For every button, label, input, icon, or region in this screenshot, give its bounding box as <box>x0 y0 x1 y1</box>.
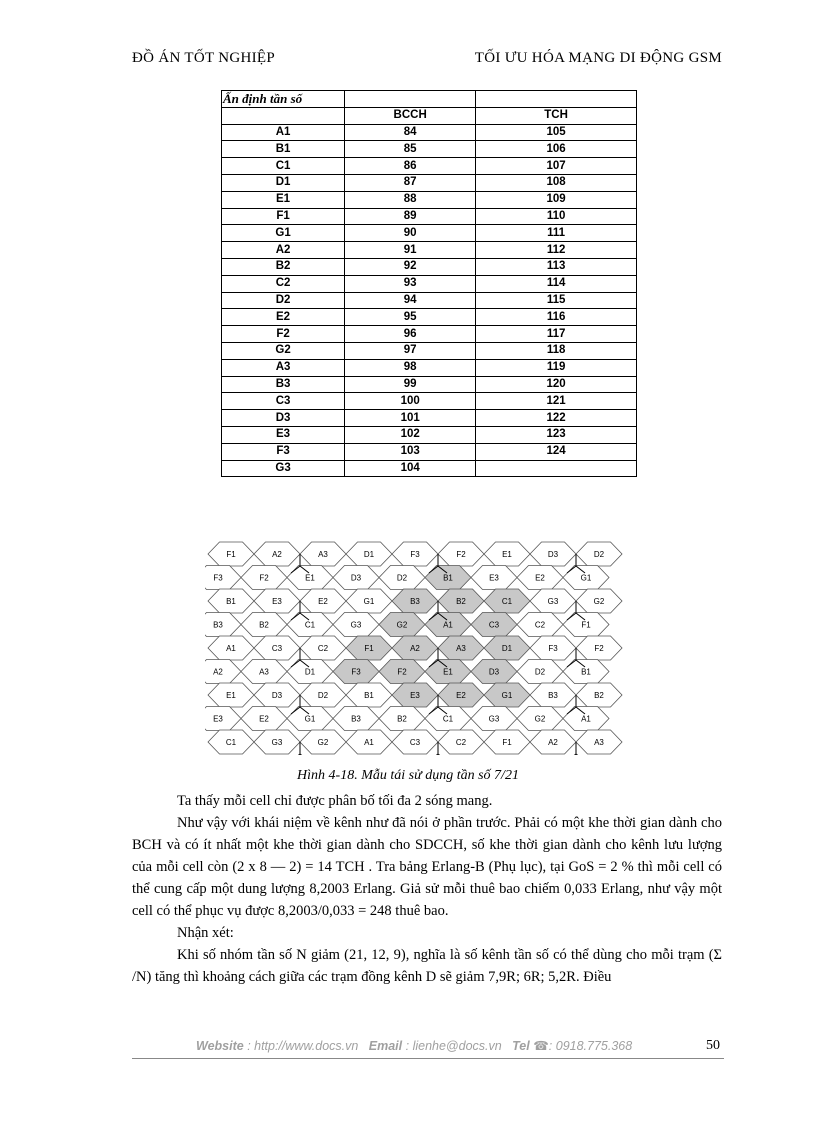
frequency-reuse-figure <box>205 540 650 755</box>
hex-label: D2 <box>534 667 546 677</box>
hex-label: E1 <box>305 573 315 583</box>
hex-label: E2 <box>456 691 466 700</box>
hex-label: B1 <box>226 597 236 606</box>
cell-label: E2 <box>222 309 345 326</box>
table-row <box>222 208 637 225</box>
hex-label: D1 <box>363 550 375 559</box>
column-header-tch: TCH <box>476 107 637 124</box>
frequency-table <box>221 90 637 477</box>
hex-label: E3 <box>272 597 282 606</box>
hex-label: C3 <box>488 620 500 630</box>
antenna-arrow <box>429 754 438 755</box>
hex-label: F2 <box>397 667 407 677</box>
table-header-row <box>222 107 637 124</box>
hex-label: D1 <box>304 667 316 677</box>
cell-bcch: 96 <box>345 326 476 343</box>
cell-bcch: 92 <box>345 258 476 275</box>
hex-label: F1 <box>502 738 512 747</box>
hex-label: E2 <box>318 597 328 606</box>
hex-label: A1 <box>364 738 374 747</box>
cell-label: G1 <box>222 225 345 242</box>
hex-label: C3 <box>271 644 283 653</box>
antenna-arrow <box>576 754 585 755</box>
cell-label: F3 <box>222 443 345 460</box>
hex-label: F2 <box>456 550 466 559</box>
hex-label: D3 <box>350 573 362 583</box>
hex-label: B3 <box>351 714 361 724</box>
hex-label: G1 <box>501 691 513 700</box>
cell-label: F2 <box>222 326 345 343</box>
column-header-bcch: BCCH <box>345 107 476 124</box>
hex-label: B3 <box>548 691 558 700</box>
hex-label: A3 <box>594 738 604 747</box>
hex-label: E1 <box>443 667 453 677</box>
table-row <box>222 141 637 158</box>
cell-tch: 121 <box>476 393 637 410</box>
cell-tch: 118 <box>476 342 637 359</box>
hex-label: B3 <box>213 620 223 630</box>
cell-bcch: 95 <box>345 309 476 326</box>
table-row <box>222 242 637 259</box>
hex-label: F1 <box>226 550 236 559</box>
table-row <box>222 393 637 410</box>
cell-bcch: 87 <box>345 174 476 191</box>
cell-tch: 117 <box>476 326 637 343</box>
cell-tch: 122 <box>476 410 637 427</box>
table-row <box>222 410 637 427</box>
hex-label: A2 <box>548 738 558 747</box>
cell-label: B3 <box>222 376 345 393</box>
hex-label: F2 <box>259 573 269 583</box>
cell-bcch: 101 <box>345 410 476 427</box>
table-row <box>222 225 637 242</box>
hex-label: G1 <box>580 573 592 583</box>
cell-tch: 119 <box>476 359 637 376</box>
cell-bcch: 89 <box>345 208 476 225</box>
hex-label: E2 <box>259 714 269 724</box>
table-row <box>222 309 637 326</box>
header-left: ĐỒ ÁN TỐT NGHIỆP <box>132 50 275 66</box>
cell-bcch: 94 <box>345 292 476 309</box>
table-title-row <box>222 91 637 108</box>
hex-label: C2 <box>455 738 467 747</box>
hex-label: A1 <box>581 714 591 724</box>
antenna-arrow <box>291 754 300 755</box>
footer-divider <box>132 1058 724 1059</box>
cell-tch: 124 <box>476 443 637 460</box>
hex-label: E1 <box>502 550 512 559</box>
hex-label: C2 <box>317 644 329 653</box>
header-right: TỐI ƯU HÓA MẠNG DI ĐỘNG GSM <box>474 50 722 66</box>
hex-label: G3 <box>488 714 500 724</box>
hex-label: A3 <box>318 550 328 559</box>
hex-label: C1 <box>442 714 454 724</box>
table-row <box>222 342 637 359</box>
hex-label: C1 <box>225 738 237 747</box>
hex-label: G2 <box>534 714 546 724</box>
hex-label: A1 <box>443 620 453 630</box>
table-row <box>222 258 637 275</box>
footer-tel: : 0918.775.368 <box>548 1039 633 1053</box>
cell-bcch: 100 <box>345 393 476 410</box>
paragraph-4: Khi số nhóm tần số N giảm (21, 12, 9), nghĩa là số kênh tần số có thể dùng cho mỗi trạm (Σ /N) tăng thì khoảng cách giữa các trạm đồng kênh D sẽ giảm 7,9R; 6R; 5,2R. Điều <box>132 947 722 985</box>
cell-tch: 107 <box>476 158 637 175</box>
cell-label: E1 <box>222 191 345 208</box>
cell-bcch: 88 <box>345 191 476 208</box>
hex-label: F1 <box>364 644 374 653</box>
table-row <box>222 292 637 309</box>
footer-email: : lienhe@docs.vn <box>405 1039 502 1053</box>
table-row <box>222 158 637 175</box>
hex-label: B1 <box>581 667 591 677</box>
hex-label: B1 <box>364 691 374 700</box>
cell-label: G3 <box>222 460 345 477</box>
table-title: Ấn định tần số <box>222 91 345 108</box>
body-text <box>132 790 722 988</box>
hex-label: G1 <box>304 714 316 724</box>
hex-label: C3 <box>409 738 421 747</box>
cell-tch: 111 <box>476 225 637 242</box>
cell-label: E3 <box>222 426 345 443</box>
hex-label: B2 <box>397 714 407 724</box>
hex-cell <box>205 660 241 684</box>
hex-label: C2 <box>534 620 546 630</box>
cell-bcch: 99 <box>345 376 476 393</box>
cell-tch: 120 <box>476 376 637 393</box>
footer-website: : http://www.docs.vn <box>247 1039 359 1053</box>
antenna-arrow <box>567 754 576 755</box>
cell-label: D1 <box>222 174 345 191</box>
hex-label: E3 <box>213 714 223 724</box>
cell-label: C3 <box>222 393 345 410</box>
cell-bcch: 85 <box>345 141 476 158</box>
cell-tch: 115 <box>476 292 637 309</box>
cell-label: C2 <box>222 275 345 292</box>
hex-label: D3 <box>488 667 500 677</box>
cell-bcch: 93 <box>345 275 476 292</box>
page-header <box>132 50 722 74</box>
cell-bcch: 86 <box>345 158 476 175</box>
hex-cell <box>205 566 241 590</box>
cell-bcch: 98 <box>345 359 476 376</box>
hex-label: C1 <box>501 597 513 606</box>
hex-label: E1 <box>226 691 236 700</box>
cell-label: D2 <box>222 292 345 309</box>
hex-label: B2 <box>594 691 604 700</box>
hex-label: E3 <box>489 573 499 583</box>
hex-cell <box>205 613 241 637</box>
hex-label: F3 <box>213 573 223 583</box>
antenna-arrow <box>438 754 447 755</box>
cell-label: B1 <box>222 141 345 158</box>
hex-label: F3 <box>548 644 558 653</box>
hex-label: D3 <box>271 691 283 700</box>
cell-label: A3 <box>222 359 345 376</box>
hex-label: F2 <box>594 644 604 653</box>
antenna-arrow <box>300 754 309 755</box>
hex-label: G3 <box>350 620 362 630</box>
cell-bcch: 97 <box>345 342 476 359</box>
cell-tch: 105 <box>476 124 637 141</box>
cell-bcch: 91 <box>345 242 476 259</box>
cell-tch: 112 <box>476 242 637 259</box>
cell-bcch: 84 <box>345 124 476 141</box>
hex-label: D2 <box>593 550 605 559</box>
cell-tch: 110 <box>476 208 637 225</box>
hex-label: D2 <box>317 691 329 700</box>
page-number: 50 <box>706 1038 720 1053</box>
table-row <box>222 326 637 343</box>
cell-bcch: 103 <box>345 443 476 460</box>
hex-label: B3 <box>410 597 420 606</box>
hex-label: G3 <box>271 738 283 747</box>
cell-tch: 116 <box>476 309 637 326</box>
table-row <box>222 376 637 393</box>
hex-label: D2 <box>396 573 408 583</box>
cell-tch <box>476 460 637 477</box>
hex-label: G2 <box>593 597 605 606</box>
hex-label: F1 <box>581 620 591 630</box>
hex-label: A1 <box>226 644 236 653</box>
hex-label: A2 <box>272 550 282 559</box>
hex-label: B1 <box>443 573 453 583</box>
table-row <box>222 275 637 292</box>
cell-tch: 123 <box>476 426 637 443</box>
hex-label: A2 <box>410 644 420 653</box>
hex-label: A3 <box>456 644 466 653</box>
cell-label: F1 <box>222 208 345 225</box>
hex-label: C1 <box>304 620 316 630</box>
hex-label: G2 <box>396 620 408 630</box>
paragraph-3: Nhận xét: <box>177 925 234 941</box>
paragraph-1: Ta thấy mỗi cell chỉ được phân bố tối đa 2 sóng mang. <box>177 793 493 809</box>
footer-tel-label: Tel <box>512 1039 530 1053</box>
cell-label: G2 <box>222 342 345 359</box>
cell-label: C1 <box>222 158 345 175</box>
hex-label: B2 <box>456 597 466 606</box>
table-row <box>222 460 637 477</box>
figure-caption: Hình 4-18. Mẫu tái sử dụng tần số 7/21 <box>297 768 519 783</box>
table-row <box>222 426 637 443</box>
phone-icon: ☎ <box>533 1039 549 1053</box>
hex-label: F3 <box>410 550 420 559</box>
hex-label: D1 <box>501 644 513 653</box>
table-row <box>222 174 637 191</box>
hex-label: G3 <box>547 597 559 606</box>
footer-email-label: Email <box>368 1039 403 1053</box>
hex-label: F3 <box>351 667 361 677</box>
cell-bcch: 90 <box>345 225 476 242</box>
hex-label: G1 <box>363 597 375 606</box>
hex-cell <box>205 707 241 731</box>
cell-tch: 106 <box>476 141 637 158</box>
footer-website-label: Website <box>196 1039 244 1053</box>
page-footer <box>196 1038 632 1053</box>
cell-bcch: 104 <box>345 460 476 477</box>
hex-label: A3 <box>259 667 269 677</box>
hex-label: B2 <box>259 620 269 630</box>
cell-bcch: 102 <box>345 426 476 443</box>
hex-label: E3 <box>410 691 420 700</box>
cell-label: A1 <box>222 124 345 141</box>
cell-tch: 113 <box>476 258 637 275</box>
hex-label: G2 <box>317 738 329 747</box>
cell-tch: 109 <box>476 191 637 208</box>
cell-label: D3 <box>222 410 345 427</box>
hex-label: A2 <box>213 667 223 677</box>
table-row <box>222 124 637 141</box>
hex-label: E2 <box>535 573 545 583</box>
cell-label: B2 <box>222 258 345 275</box>
table-row <box>222 191 637 208</box>
cell-tch: 108 <box>476 174 637 191</box>
cell-label: A2 <box>222 242 345 259</box>
table-row <box>222 359 637 376</box>
table-row <box>222 443 637 460</box>
cell-tch: 114 <box>476 275 637 292</box>
hex-label: D3 <box>547 550 559 559</box>
paragraph-2: Như vậy với khái niệm về kênh như đã nói ở phần trước. Phải có một khe thời gian dành cho BCH và có ít nhất một khe thời gian dành cho SDCCH, số khe thời gian dành cho kênh lưu lượng của mỗi cell còn (2 x 8 — 2) = 14 TCH . Tra bảng Erlang-B (Phụ lục), tại GoS = 2 % thì mỗi cell có thể cung cấp một dung lượng 8,2003 Erlang. Giả sử mỗi thuê bao chiếm 0,033 Erlang, như vậy một cell có thể phục vụ được 8,2003/0,033 = 248 thuê bao. <box>132 815 722 919</box>
